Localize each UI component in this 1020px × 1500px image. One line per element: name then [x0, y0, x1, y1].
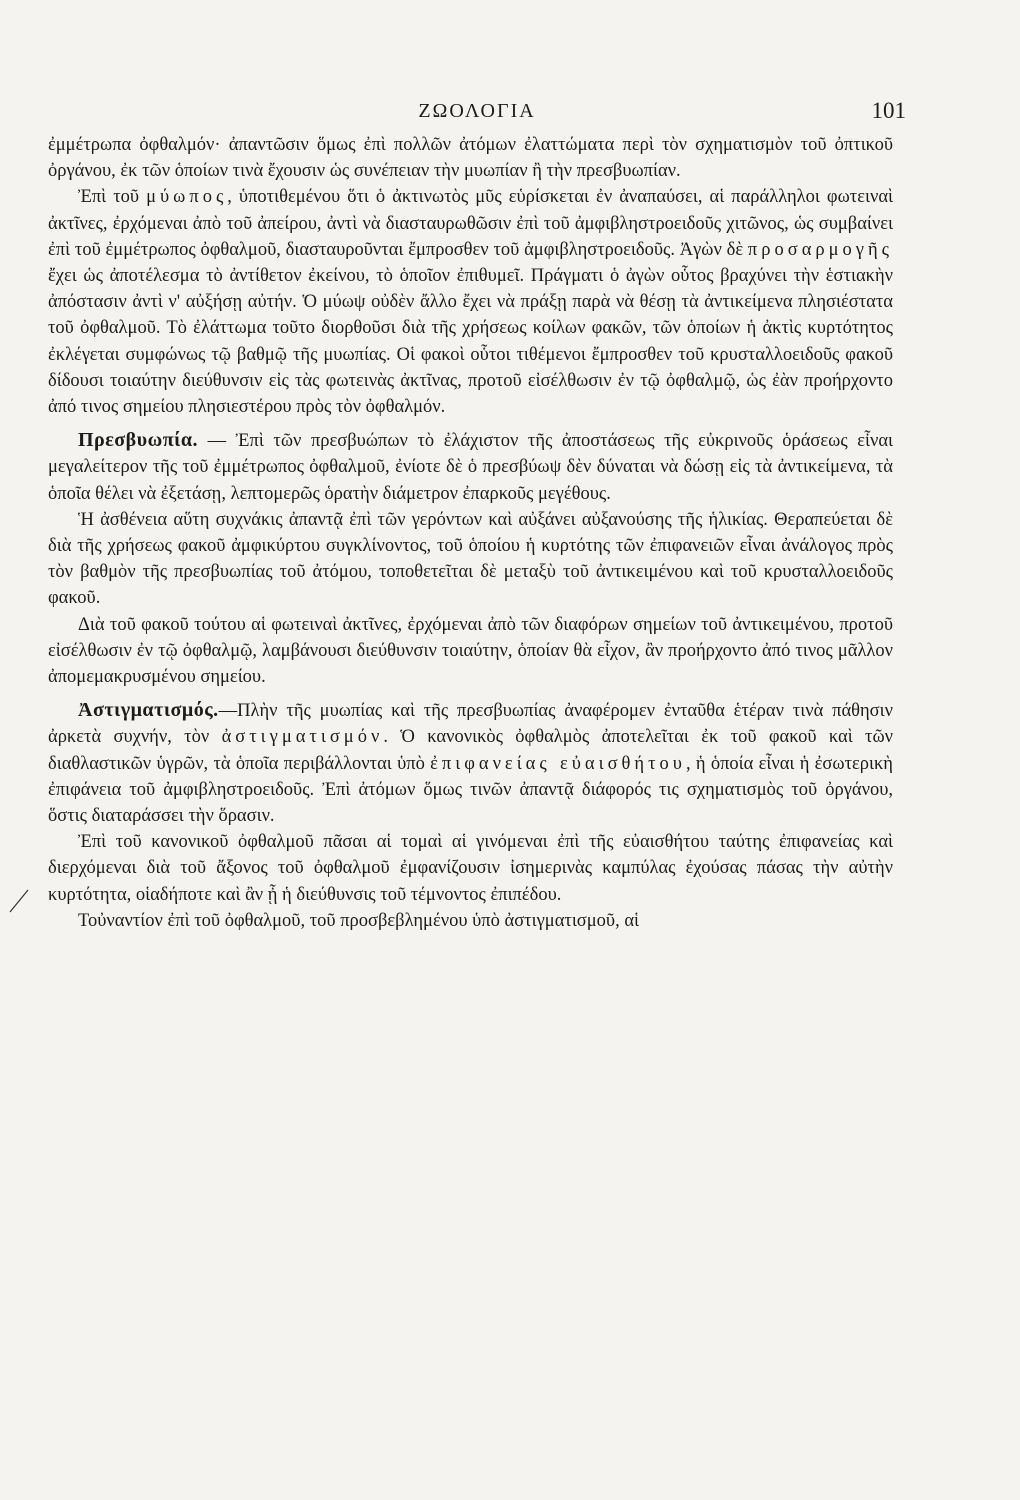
paragraph-continued: ἐμμέτρωπα ὀφθαλμόν· ἀπαντῶσιν ὅμως ἐπὶ πολλῶν ἀτόμων ἐλαττώματα περὶ τὸν σχηματισμὸν τοῦ ὀπτικοῦ ὀργάνου, ἐκ τῶν ὁποίων τινὰ ἔχουσιν ὡς συνέπειαν τὴν μυωπίαν ἢ τὴν πρεσβυωπίαν. — [48, 135, 893, 182]
running-title: ΖΩΟΛΟΓΙΑ — [418, 100, 536, 122]
paragraph-text: . Ὁ κανονικὸς ὀφθαλμὸς ἀποτελεῖται ἐκ τοῦ φακοῦ καὶ τῶν διαθλαστικῶν ὑγρῶν, τὰ ὁποῖα περιβάλλονται ὑπὸ — [48, 727, 893, 774]
paragraph-myopia — [48, 184, 893, 420]
paragraph-text: —Πλὴν τῆς μυωπίας καὶ τῆς πρεσβυωπίας ἀναφέρομεν ἐνταῦθα ἑτέραν τινὰ πάθησιν ἀρκετὰ συχνήν, τὸν — [48, 701, 893, 748]
running-header — [48, 100, 906, 128]
paragraph-astigmatism — [48, 697, 893, 829]
paragraph-astigmatic-eye: Τοὐναντίον ἐπὶ τοῦ ὀφθαλμοῦ, τοῦ προσβεβλημένου ὑπὸ ἀστιγματισμοῦ, αἱ — [78, 910, 640, 931]
paragraph-normal-eye: Ἐπὶ τοῦ κανονικοῦ ὀφθαλμοῦ πᾶσαι αἱ τομαὶ αἱ γινόμεναι ἐπὶ τῆς εὐαισθήτου ταύτης ἐπιφανείας καὶ διερχόμεναι διὰ τοῦ ἄξονος τοῦ ὀφθαλμοῦ ἐμφανίζουσιν ἰσημερινὰς καμπύλας ἐχούσας πάσας τὴν αὐτὴν κυρτότητα, οἱαδήποτε καὶ ἂν ᾖ ἡ διεύθυνσις τοῦ τέμνοντος ἐπιπέδου. — [48, 832, 893, 905]
section-heading-astigmatism: Ἀστιγματισμός. — [78, 699, 219, 722]
page-number: 101 — [871, 98, 906, 123]
pencil-margin-mark — [8, 888, 30, 914]
section-heading-presbyopia: Πρεσβυωπία. — [78, 429, 199, 452]
emphasized-term: προσαρμογῆς — [747, 239, 893, 260]
paragraph-presbyopia — [48, 427, 893, 507]
paragraph-text: , ὑποτιθεμένου ὅτι ὁ ἀκτινωτὸς μῦς εὑρίσκεται ἐν ἀναπαύσει, αἱ παράλληλοι φωτειναὶ ἀκτῖνες, ἐρχόμεναι ἀπὸ τοῦ ἀπείρου, ἀντὶ νὰ διασταυρωθῶσιν ἐπὶ τοῦ ἀμφιβληστροειδοῦς χιτῶνος, ὡς συμβαίνει ἐπὶ τοῦ ἐμμέτρωπος ὀφθαλμοῦ, διασταυροῦνται ἔμπροσθεν τοῦ ἀμφιβληστροειδοῦς. Ἀγὼν δὲ — [48, 187, 893, 260]
paragraph-text: ἔχει ὡς ἀποτέλεσμα τὸ ἀντίθετον ἐκείνου, τὸ ὁποῖον ἐπιθυμεῖ. Πράγματι ὁ ἀγὼν οὗτος βραχύνει τὴν ἑστιακὴν ἀπόστασιν ἀντὶ ν' αὐξήσῃ αὐτήν. Ὁ μύωψ οὐδὲν ἄλλο ἔχει νὰ πράξῃ παρὰ νὰ θέσῃ τὰ ἀντικείμενα πλησιέστατα τοῦ ὀφθαλμοῦ. Τὸ ἐλάττωμα τοῦτο διορθοῦσι διὰ τῆς χρήσεως κοίλων φακῶν, τῶν ὁποίων ἡ ἀκτὶς κυρτότητος ἐκλέγεται συμφώνως τῷ βαθμῷ τῆς μυωπίας. Οἱ φακοὶ οὗτοι τιθέμενοι ἔμπροσθεν τοῦ κρυσταλλοειδοῦς φακοῦ δίδουσι τοιαύτην διεύθυνσιν εἰς τὰς φωτεινὰς ἀκτῖνας, προτοῦ εἰσέλθωσιν ἐν τῷ ὀφθαλμῷ, ὡς ἐὰν προήρχοντο ἀπό τινος σημείου πλησιεστέρου πρὸς τὸν ὀφθαλμόν. — [48, 266, 893, 418]
emphasized-term: ἀστιγματισμόν — [221, 727, 384, 748]
emphasized-term: μύωπος — [146, 187, 228, 208]
paragraph-presbyopia-treatment: Ἡ ἀσθένεια αὕτη συχνάκις ἀπαντᾷ ἐπὶ τῶν γερόντων καὶ αὐξάνει αὐξανούσης τῆς ἡλικίας. Θεραπεύεται δὲ διὰ τῆς χρήσεως φακοῦ ἀμφικύρτου συγκλίνοντος, τοῦ ὁποίου ἡ κυρτότης τῶν ἐπιφανειῶν εἶναι ἀνάλογος πρὸς τὸν βαθμὸν τῆς πρεσβυωπίας τοῦ ἀτόμου, τοποθετεῖται δὲ μεταξὺ τοῦ ἀντικειμένου καὶ τοῦ κρυσταλλοειδοῦς φακοῦ. — [48, 509, 893, 609]
body-text — [48, 132, 893, 934]
paragraph-text: , ἡ ὁποία εἶναι ἡ ἐσωτερικὴ ἐπιφάνεια τοῦ ἀμφιβληστροειδοῦς. Ἐπὶ ἀτόμων ὅμως τινῶν ἀπαντᾷ διάφορός τις σχηματισμὸς τοῦ ὀργάνου, ὅστις διαταράσσει τὴν ὅρασιν. — [48, 753, 893, 827]
paragraph-lens-effect: Διὰ τοῦ φακοῦ τούτου αἱ φωτειναὶ ἀκτῖνες, ἐρχόμεναι ἀπὸ τῶν διαφόρων σημείων τοῦ ἀντικειμένου, προτοῦ εἰσέλθωσιν ἐν τῷ ὀφθαλμῷ, λαμβάνουσι διεύθυνσιν τοιαύτην, ὁποίαν θὰ εἶχον, ἂν προήρχοντο ἀπό τινος μᾶλλον ἀπομεμακρυσμένου σημείου. — [48, 614, 893, 688]
paragraph-text: Ἐπὶ τοῦ — [78, 187, 147, 208]
emphasized-term: ἐπιφανείας εὐαισθήτου — [430, 753, 686, 774]
paragraph-text: — Ἐπὶ τῶν πρεσβυώπων τὸ ἐλάχιστον τῆς ἀποστάσεως τῆς εὐκρινοῦς ὁράσεως εἶναι μεγαλείτερον τῆς τοῦ ἐμμέτρωπος ὀφθαλμοῦ, ἐνίοτε δὲ ὁ πρεσβύωψ δὲν δύναται νὰ δώσῃ εἰς τὰ ἀντικείμενα, τὰ ὁποῖα θέλει νὰ ἐξετάσῃ, λεπτομερῶς ὁρατὴν διάμετρον ἐπαρκοῦς μεγέθους. — [48, 431, 893, 504]
